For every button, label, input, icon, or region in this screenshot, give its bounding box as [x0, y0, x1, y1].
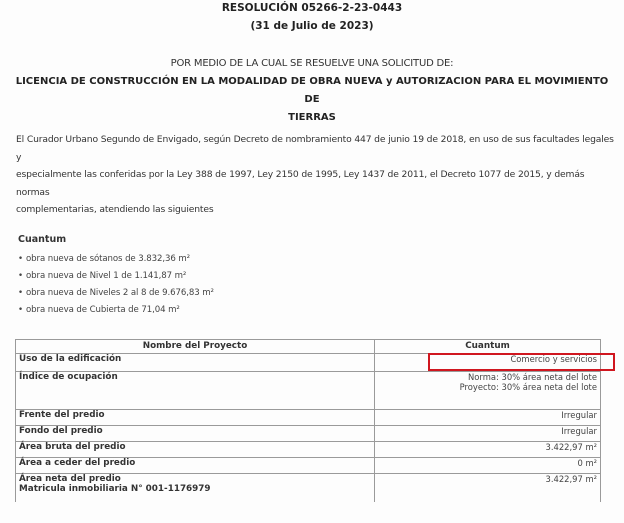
document-subtitle: POR MEDIO DE LA CUAL SE RESUELVE UNA SOLICITUD DE:	[170, 58, 454, 69]
row-label: Uso de la edificación	[16, 354, 375, 372]
row-value: 0 m²	[375, 458, 601, 474]
document-heading	[10, 73, 614, 127]
row-value: Comercio y servicios	[375, 354, 601, 372]
table-row	[16, 426, 601, 442]
header-project-name: Nombre del Proyecto	[16, 340, 375, 354]
table-row	[16, 372, 601, 410]
intro-line-3: complementarias, atendiendo las siguientes	[16, 204, 214, 215]
row-label: Área bruta del predio	[16, 442, 375, 458]
row-label: Índice de ocupación	[16, 372, 375, 410]
header-cuantum: Cuantum	[375, 340, 601, 354]
red-highlight-box	[428, 353, 615, 371]
table-row	[16, 410, 601, 426]
row-value: Norma: 30% área neta del lote Proyecto: 30% área neta del lote	[375, 372, 601, 410]
table-header-row	[16, 340, 601, 354]
row-value: 3.422,97 m²	[375, 474, 601, 502]
table-row	[16, 458, 601, 474]
intro-paragraph	[16, 131, 616, 219]
heading-line-2: TIERRAS	[288, 112, 336, 123]
bullet-icon: •	[18, 254, 23, 264]
list-item: • obra nueva de Niveles 2 al 8 de 9.676,83 m²	[18, 285, 214, 302]
bullet-icon: •	[18, 305, 23, 315]
row-value: Irregular	[375, 410, 601, 426]
list-item: • obra nueva de Cubierta de 71,04 m²	[18, 302, 214, 319]
row-value: 3.422,97 m²	[375, 442, 601, 458]
resolution-title: RESOLUCIÓN 05266-2-23-0443	[221, 2, 403, 14]
bullet-icon: •	[18, 271, 23, 281]
row-label: Frente del predio	[16, 410, 375, 426]
row-label: Fondo del predio	[16, 426, 375, 442]
resolution-date: (31 de Julio de 2023)	[250, 20, 374, 32]
cuantum-list	[18, 251, 214, 319]
row-label: Área neta del predio Matricula inmobiliaria N° 001-1176979	[16, 474, 375, 502]
row-label: Área a ceder del predio	[16, 458, 375, 474]
cuantum-title: Cuantum	[18, 234, 67, 245]
intro-line-2: especialmente las conferidas por la Ley 388 de 1997, Ley 2150 de 1995, Ley 1437 de 2011, el Decreto 1077 de 2015, y demás normas	[16, 169, 585, 198]
table-row	[16, 474, 601, 502]
table-row	[16, 442, 601, 458]
intro-line-1: El Curador Urbano Segundo de Envigado, según Decreto de nombramiento 447 de junio 19 de 2018, en uso de sus facultades legales y	[16, 134, 614, 163]
list-item: • obra nueva de Nivel 1 de 1.141,87 m²	[18, 268, 214, 285]
heading-line-1: LICENCIA DE CONSTRUCCIÓN EN LA MODALIDAD DE OBRA NUEVA y AUTORIZACION PARA EL MOVIMIENTO DE	[15, 76, 609, 105]
row-value: Irregular	[375, 426, 601, 442]
bullet-icon: •	[18, 288, 23, 298]
list-item: • obra nueva de sótanos de 3.832,36 m²	[18, 251, 214, 268]
